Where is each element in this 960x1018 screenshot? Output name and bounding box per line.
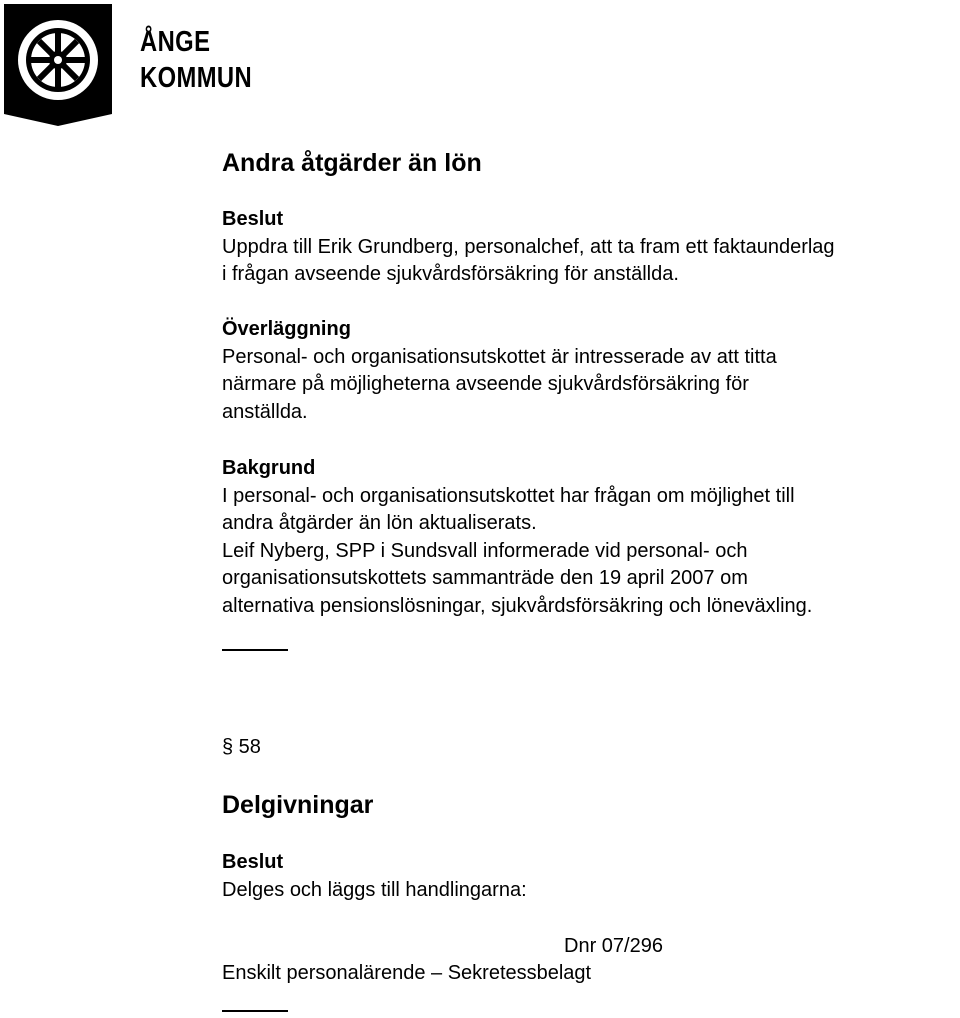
deliberation-line: närmare på möjligheterna avseende sjukvårdsförsäkring för bbox=[222, 373, 749, 395]
decision-heading: Beslut bbox=[222, 851, 284, 873]
deliberation-heading: Överläggning bbox=[222, 318, 351, 340]
paragraph-number: § 58 bbox=[222, 736, 261, 758]
deliberation-line: anställda. bbox=[222, 400, 308, 423]
document-reference-number: Dnr 07/296 bbox=[564, 935, 663, 957]
background-block bbox=[222, 455, 812, 620]
wheel-emblem-icon bbox=[2, 2, 114, 126]
decision-text: Delges och läggs till handlingarna: bbox=[222, 878, 527, 901]
background-line: I personal- och organisationsutskottet har frågan om möjlighet till bbox=[222, 484, 795, 507]
decision-line: Uppdra till Erik Grundberg, personalchef, att ta fram ett faktaunderlag bbox=[222, 235, 835, 258]
decision-line: i frågan avseende sjukvårdsförsäkring för anställda. bbox=[222, 263, 679, 285]
org-name-line2: KOMMUN bbox=[140, 62, 253, 94]
deliberation-line: Personal- och organisationsutskottet är intresserade av att titta bbox=[222, 345, 777, 368]
background-line: Leif Nyberg, SPP i Sundsvall informerade vid personal- och bbox=[222, 539, 748, 562]
section-divider bbox=[222, 649, 288, 651]
org-name-line1: ÅNGE bbox=[140, 26, 211, 58]
decision-block bbox=[222, 849, 527, 904]
background-line: andra åtgärder än lön aktualiserats. bbox=[222, 512, 537, 534]
section-divider bbox=[222, 1010, 288, 1012]
decision-block bbox=[222, 206, 835, 289]
deliberation-block bbox=[222, 316, 777, 426]
notice-item: Enskilt personalärende – Sekretessbelagt bbox=[222, 962, 592, 984]
section-title: Andra åtgärder än lön bbox=[222, 149, 482, 177]
background-line: organisationsutskottets sammanträde den 19 april 2007 om bbox=[222, 567, 748, 589]
org-name bbox=[140, 24, 252, 96]
decision-heading: Beslut bbox=[222, 208, 284, 230]
section-title: Delgivningar bbox=[222, 791, 374, 819]
background-line: alternativa pensionslösningar, sjukvårdsförsäkring och löneväxling. bbox=[222, 594, 813, 617]
background-heading: Bakgrund bbox=[222, 457, 316, 479]
ange-kommun-logo bbox=[2, 2, 114, 126]
